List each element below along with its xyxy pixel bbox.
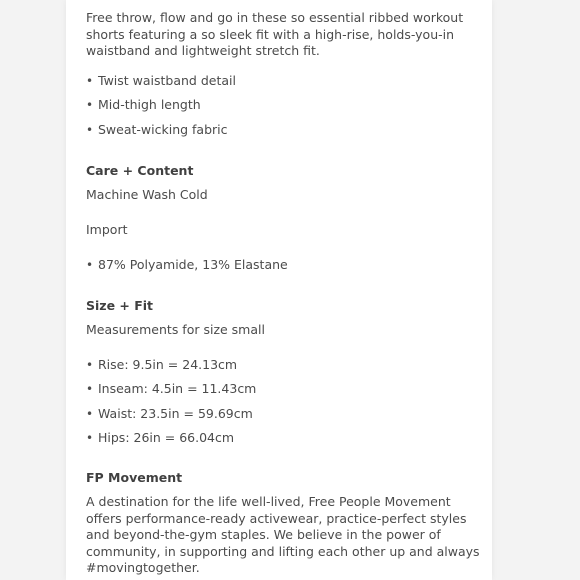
right-background — [492, 0, 580, 580]
bullet-icon: • — [86, 98, 94, 112]
materials-list — [86, 257, 486, 273]
product-description: Free throw, flow and go in these so essential ribbed workout shorts featuring a so sleek fit with a high-rise, holds-you-in waistband and lightweight stretch fit. — [86, 10, 464, 58]
bullet-icon: • — [86, 382, 94, 396]
origin-text: Import — [86, 221, 128, 237]
bullet-icon: • — [86, 406, 94, 421]
product-details-panel — [66, 0, 492, 580]
bullet-icon: • — [86, 357, 94, 372]
fp-movement-text: A destination for the life well-lived, Free People Movement offers performance-ready activewear, practice-perfect styles and beyond-the-gym staples. We believe in the power of community, in supporting and lifting each other up and always #movingtogether. — [86, 494, 480, 575]
list-item — [86, 122, 486, 138]
measurement-text: Inseam: 4.5in = 11.43cm — [98, 381, 257, 396]
left-background — [0, 0, 66, 580]
product-details-content — [86, 10, 486, 577]
size-note: Measurements for size small — [86, 321, 265, 337]
measurement-text: Hips: 26in = 66.04cm — [98, 430, 235, 445]
list-item — [86, 73, 486, 89]
measurement-text: Rise: 9.5in = 24.13cm — [98, 356, 238, 372]
measurement-text: Waist: 23.5in = 59.69cm — [98, 405, 253, 421]
list-item — [86, 257, 486, 273]
feature-text: Sweat-wicking fabric — [98, 121, 228, 137]
list-item — [86, 357, 486, 373]
bullet-icon: • — [86, 431, 94, 445]
wash-instructions: Machine Wash Cold — [86, 186, 208, 202]
feature-text: Mid-thigh length — [98, 97, 201, 112]
bullet-icon: • — [86, 73, 94, 88]
feature-list — [86, 73, 486, 138]
bullet-icon: • — [86, 257, 94, 272]
size-fit-heading: Size + Fit — [86, 297, 154, 313]
measurement-list — [86, 357, 486, 447]
list-item — [86, 97, 486, 113]
bullet-icon: • — [86, 122, 94, 137]
feature-text: Twist waistband detail — [98, 72, 236, 88]
care-content-heading: Care + Content — [86, 162, 194, 178]
list-item — [86, 381, 486, 397]
list-item — [86, 406, 486, 422]
material-text: 87% Polyamide, 13% Elastane — [98, 256, 288, 272]
fp-movement-heading: FP Movement — [86, 470, 183, 485]
list-item — [86, 430, 486, 446]
